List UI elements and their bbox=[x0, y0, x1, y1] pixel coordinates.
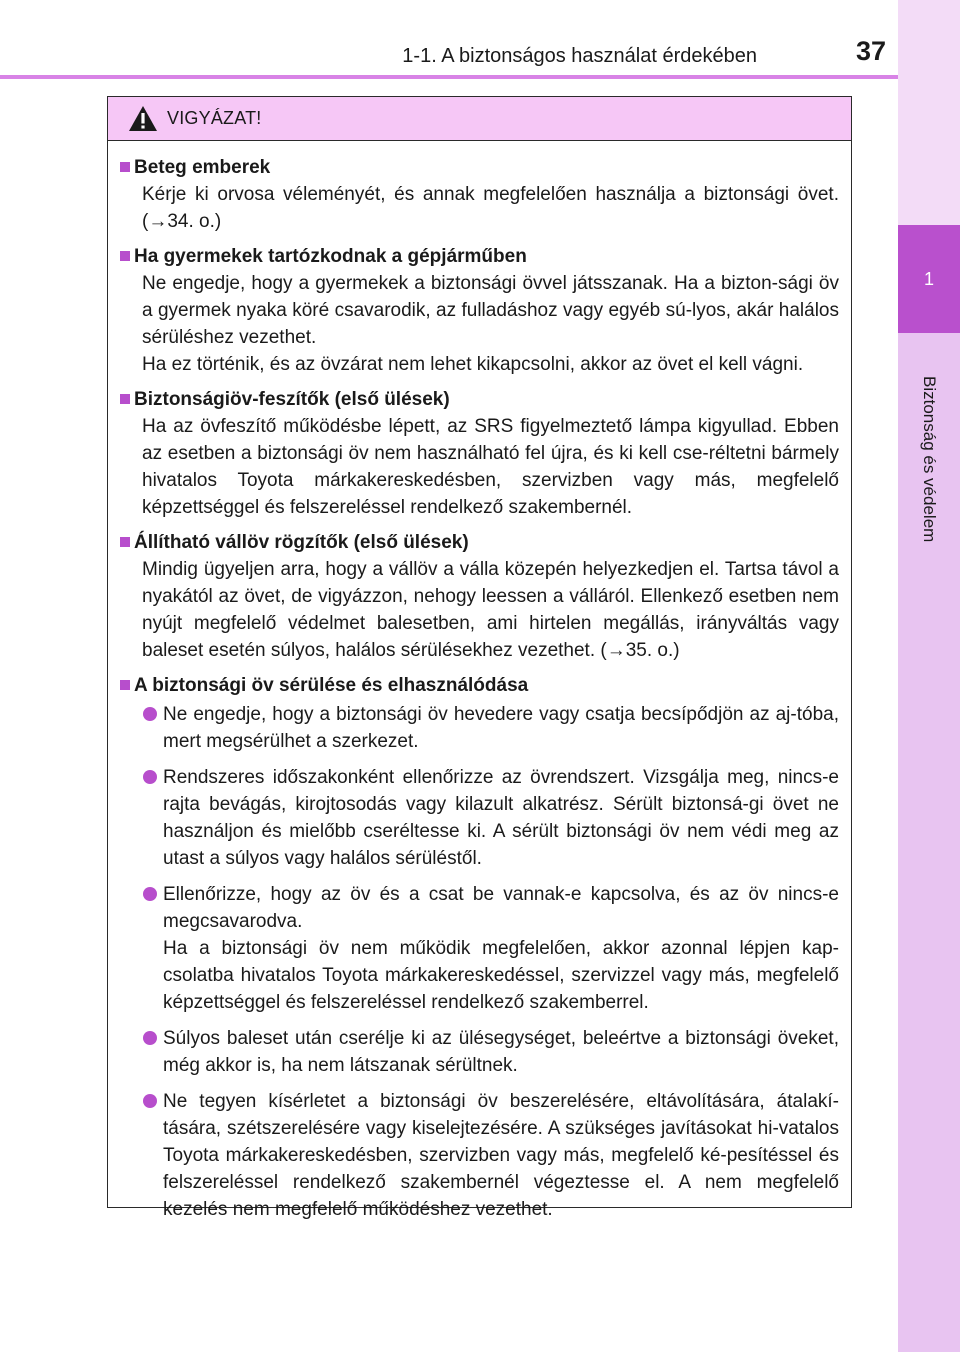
section-heading: Ha gyermekek tartózkodnak a gépjárműben bbox=[120, 243, 839, 270]
section-heading: Biztonságiöv-feszítők (első ülések) bbox=[120, 386, 839, 413]
list-item: Ne tegyen kísérletet a biztonsági öv beszerelésére, eltávolítására, átalakí-tására, szétszerelésére vagy kiselejtezésére. A szükséges javításokat hi-vatalos Toyota márkakereskedésben, szervizben vagy más, megfelelő ké-pesítéssel és felszereléssel rendelkező szakembernél végeztesse el. A nem megfelelő kezelés nem megfelelő működéshez vezethet. bbox=[142, 1088, 839, 1223]
header-rule bbox=[0, 75, 898, 79]
section-text: Kérje ki orvosa véleményét, és annak megfelelően használja a biztonsági övet. (→34. o.) bbox=[142, 184, 839, 232]
list-item: Ellenőrizze, hogy az öv és a csat be vannak-e kapcsolva, és az öv nincs-e megcsavarodva. Ha a biztonsági öv nem működik megfelelően, akkor azonnal lépjen kap-csolatba hivatalos Toyota márkakereskedéssel, szervizzel vagy más, megfelelő képzettséggel és felszereléssel rendelkező szakemberrel. bbox=[142, 881, 839, 1016]
section-title: Biztonság és védelem bbox=[920, 375, 939, 543]
warning-header bbox=[108, 97, 851, 141]
section-heading: Állítható vállöv rögzítők (első ülések) bbox=[120, 529, 839, 556]
side-tab bbox=[898, 0, 960, 1352]
circle-bullet-icon bbox=[143, 887, 157, 901]
warning-box bbox=[107, 96, 852, 1220]
circle-bullet-icon bbox=[143, 1031, 157, 1045]
list-item: Ne engedje, hogy a biztonsági öv hevedere vagy csatja becsípődjön az aj-tóba, mert megsérülhet a szerkezet. bbox=[142, 701, 839, 755]
bullet-list bbox=[120, 701, 839, 1223]
list-item: Súlyos baleset után cserélje ki az ülésegységet, beleértve a biztonsági öveket, még akkor is, ha nem látszanak sérültnek. bbox=[142, 1025, 839, 1079]
section-text: Ne engedje, hogy a gyermekek a biztonsági övvel játsszanak. Ha a bizton-sági öv a gyermek nyaka köré csavarodik, az fulladáshoz vagy egyéb sú-lyos, akár halálos sérüléshez vezethet. bbox=[142, 273, 839, 348]
page-number: 37 bbox=[855, 36, 886, 66]
warning-body bbox=[108, 141, 851, 1223]
section-heading: A biztonsági öv sérülése és elhasználódása bbox=[120, 672, 839, 699]
section-text: Ha ez történik, és az övzárat nem lehet kikapcsolni, akkor az övet el kell vágni. bbox=[142, 354, 804, 375]
square-bullet-icon bbox=[120, 537, 130, 547]
square-bullet-icon bbox=[120, 162, 130, 172]
chapter-number-tab: 1 bbox=[898, 225, 960, 333]
square-bullet-icon bbox=[120, 394, 130, 404]
list-item: Rendszeres időszakonként ellenőrizze az övrendszert. Vizsgálja meg, nincs-e rajta bevágás, kirojtosodás vagy kilazult alkatrész. Sérült biztonsá-gi övet ne használjon és mielőbb cseréltesse ki. A sérült biztonsági öv nem védi meg az utast a súlyos vagy halálos sérüléstől. bbox=[142, 764, 839, 872]
side-tab-top bbox=[898, 0, 960, 225]
warning-triangle-icon bbox=[128, 105, 158, 132]
section-title-tab bbox=[898, 343, 960, 575]
chapter-title: 1-1. A biztonságos használat érdekében bbox=[402, 45, 757, 67]
square-bullet-icon bbox=[120, 251, 130, 261]
warning-title: VIGYÁZAT! bbox=[167, 108, 262, 128]
circle-bullet-icon bbox=[143, 1094, 157, 1108]
section-text: Mindig ügyeljen arra, hogy a vállöv a válla közepén helyezkedjen el. Tartsa távol a nyakától az övet, de vigyázzon, nehogy leessen a válláról. Ellenkező esetben nem nyújt megfelelő védelmet balesetben, ami hirtelen megállás, irányváltás vagy baleset esetén súlyos, halálos sérülésekhez vezethet. (→35. o.) bbox=[142, 559, 839, 661]
section-heading: Beteg emberek bbox=[120, 154, 839, 181]
square-bullet-icon bbox=[120, 680, 130, 690]
section-text: Ha az övfeszítő működésbe lépett, az SRS figyelmeztető lámpa kigyullad. Ebben az esetben a biztonsági öv nem használható fel újra, és ki kell cse-réltetni bármely hivatalos Toyota márkakereskedésben, szervizben vagy más, megfelelő képzettséggel és felszereléssel rendelkező szakembernél. bbox=[142, 416, 839, 518]
circle-bullet-icon bbox=[143, 770, 157, 784]
circle-bullet-icon bbox=[143, 707, 157, 721]
